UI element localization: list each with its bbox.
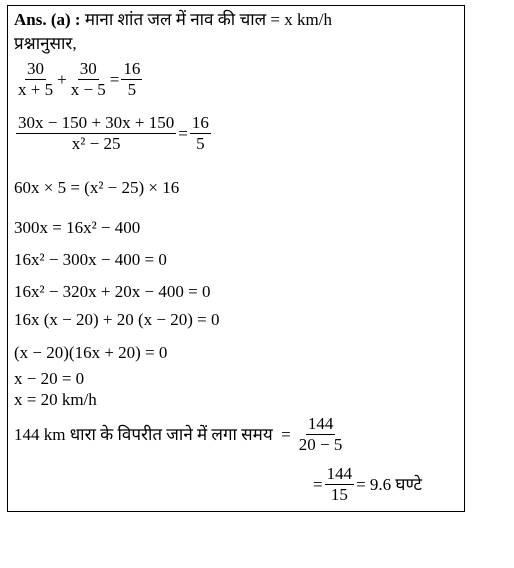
final-equation xyxy=(313,464,422,505)
fraction-denominator: x + 5 xyxy=(18,80,54,99)
step-line: 16x² − 300x − 400 = 0 xyxy=(14,250,167,269)
fraction-numerator: 30x − 150 + 30x + 150 xyxy=(18,113,175,132)
answer-label: Ans. (a) : xyxy=(14,10,81,29)
fraction-big xyxy=(16,113,176,154)
operator: = xyxy=(109,69,120,89)
fraction-numerator: 144 xyxy=(307,414,334,433)
operator: = xyxy=(313,474,323,494)
fraction-denominator: 5 xyxy=(196,134,205,153)
fraction-denominator: x² − 25 xyxy=(71,134,121,153)
final-fraction xyxy=(325,464,355,505)
fraction-denominator: 20 − 5 xyxy=(298,435,343,454)
premise-text: माना शांत जल में नाव की चाल = x km/h xyxy=(80,10,332,29)
fraction-numerator: 30 xyxy=(27,59,45,78)
fraction-1 xyxy=(16,59,55,100)
step-line: 16x² − 320x + 20x − 400 = 0 xyxy=(14,282,211,301)
time-equation xyxy=(14,414,346,455)
operator: = xyxy=(178,123,188,143)
step-line: 60x × 5 = (x² − 25) × 16 xyxy=(14,178,180,197)
fraction-denominator: x − 5 xyxy=(70,80,106,99)
time-fraction xyxy=(297,414,345,455)
equation-1 xyxy=(14,59,144,100)
fraction-denominator: 15 xyxy=(330,485,348,504)
solution-box xyxy=(7,5,465,512)
fraction-denominator: 5 xyxy=(127,80,137,99)
time-text: 144 km धारा के विपरीत जाने में लगा समय = xyxy=(14,424,291,444)
equation-2 xyxy=(14,113,213,154)
fraction-2 xyxy=(69,59,108,100)
step-line: x − 20 = 0 xyxy=(14,369,85,388)
fraction-numerator: 16 xyxy=(191,113,209,132)
fraction-3 xyxy=(121,59,142,100)
fraction-right xyxy=(190,113,211,154)
intro-text: प्रश्नानुसार, xyxy=(14,34,77,53)
step-line: 300x = 16x² − 400 xyxy=(14,218,141,237)
fraction-numerator: 144 xyxy=(326,464,353,483)
step-line: (x − 20)(16x + 20) = 0 xyxy=(14,343,168,362)
fraction-numerator: 30 xyxy=(79,59,97,78)
operator: + xyxy=(57,69,67,89)
step-line: 16x (x − 20) + 20 (x − 20) = 0 xyxy=(14,310,220,329)
final-result: = 9.6 घण्टे xyxy=(356,474,422,494)
answer-header xyxy=(14,10,332,30)
step-line: x = 20 km/h xyxy=(14,390,97,409)
fraction-numerator: 16 xyxy=(123,59,141,78)
